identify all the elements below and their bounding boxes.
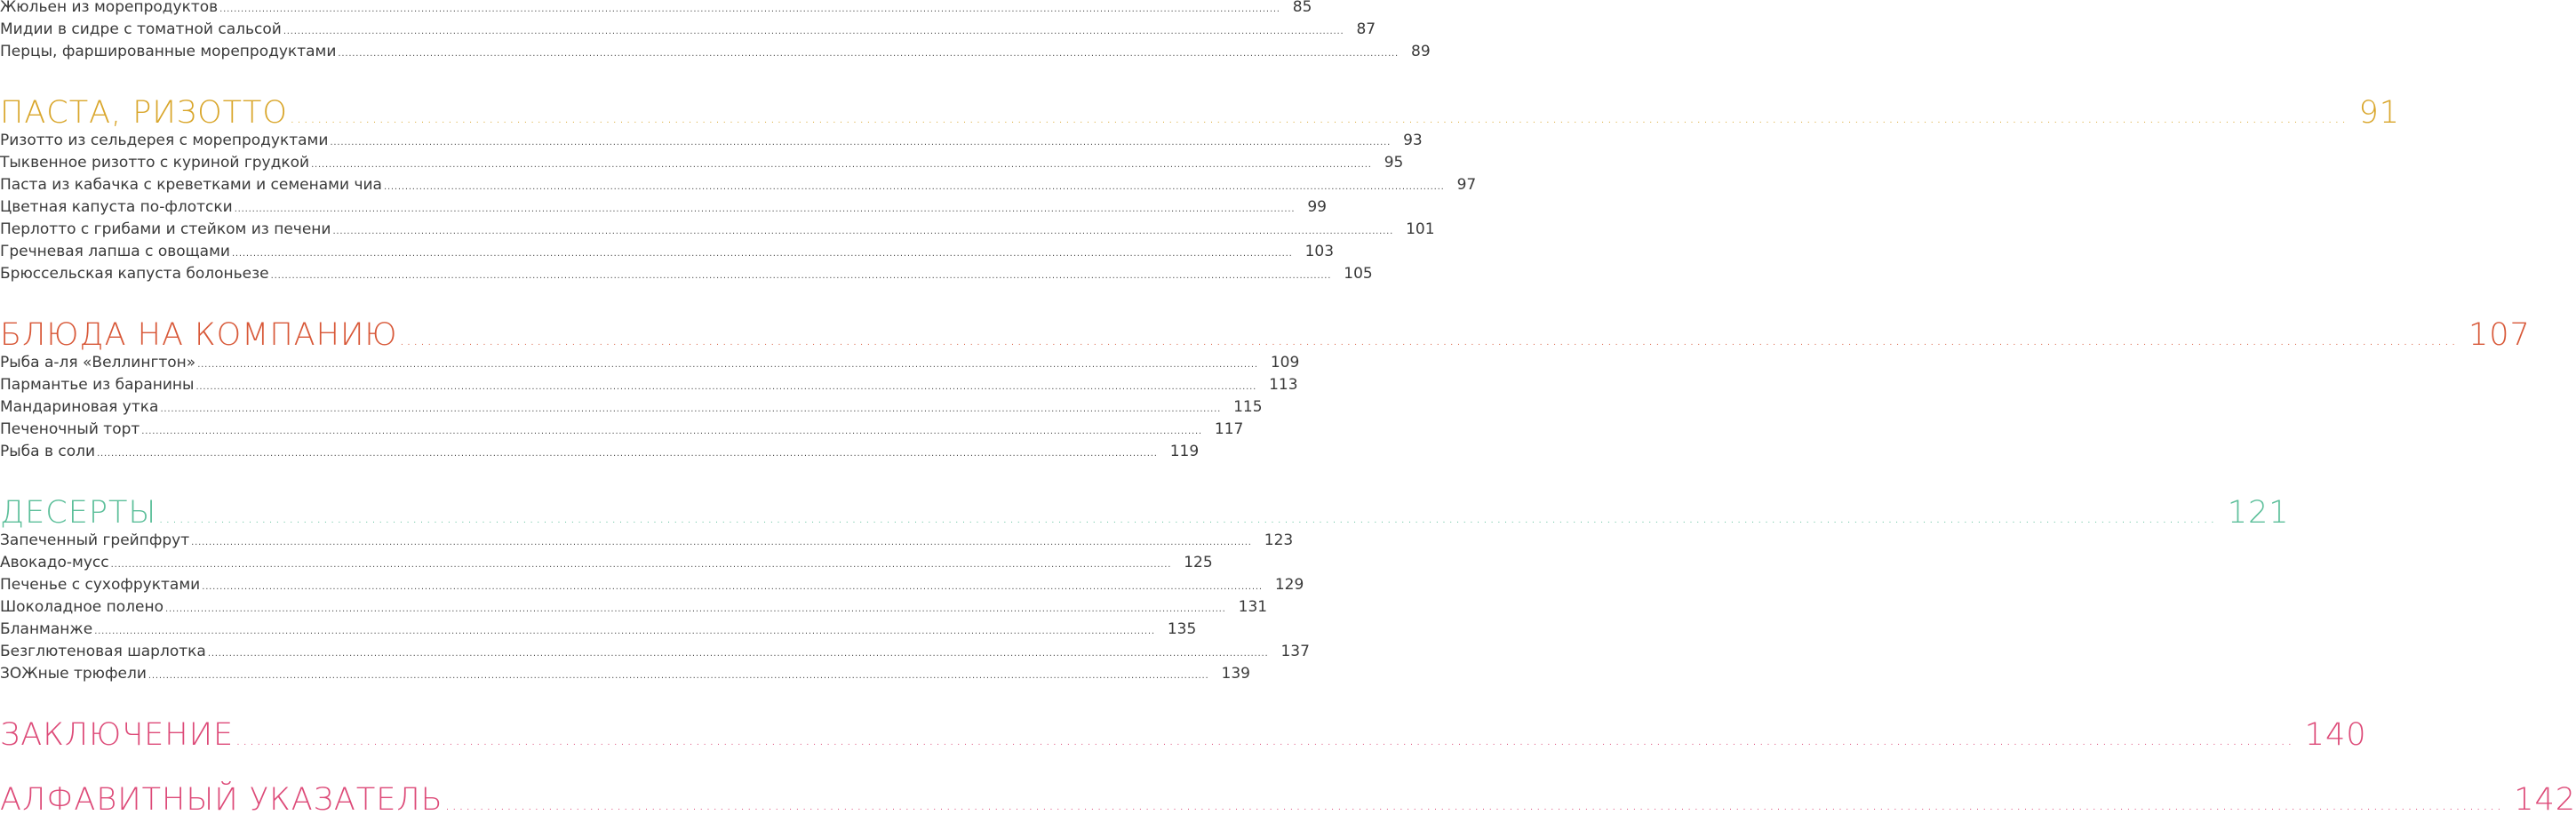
toc-entry[interactable] (0, 197, 1327, 217)
toc-entry-page: 95 (1384, 154, 1404, 172)
section-heading-title: ПАСТА, РИЗОТТО (0, 95, 288, 131)
toc-entry-page: 105 (1344, 265, 1373, 283)
dot-leader: ............................................................................................................................................................................................................................................................................................................ (97, 449, 1158, 459)
toc-entry-title: Цветная капуста по-флотски (0, 198, 233, 216)
dot-leader: ............................................................................................................................................................................................................................................................................................................ (444, 795, 2504, 814)
section-heading-title: БЛЮДА НА КОМПАНИЮ (0, 317, 398, 353)
toc-entry[interactable] (0, 20, 1376, 39)
dot-leader: ............................................................................................................................................................................................................................................................................................................ (158, 508, 2217, 527)
toc-entry-page: 115 (1233, 398, 1263, 416)
toc-entry[interactable] (0, 575, 1304, 595)
toc-entry-title: Мидии в сидре с томатной сальсой (0, 20, 282, 38)
toc-entry[interactable] (0, 664, 1250, 683)
dot-leader: ............................................................................................................................................................................................................................................................................................................ (191, 538, 1252, 547)
section-heading-page: 107 (2468, 317, 2531, 353)
dot-leader: ............................................................................................................................................................................................................................................................................................................ (283, 27, 1344, 36)
dot-leader: ............................................................................................................................................................................................................................................................................................................ (207, 649, 1269, 659)
toc-entry-page: 101 (1406, 220, 1435, 238)
toc-entry-title: Паста из кабачка с креветками и семенами чиа (0, 176, 382, 194)
toc-entry-title: ЗОЖные трюфели (0, 665, 147, 683)
toc-entry-title: Ризотто из сельдерея с морепродуктами (0, 132, 329, 149)
toc-entry-title: Пармантье из баранины (0, 376, 195, 394)
toc-entry[interactable] (0, 642, 1310, 661)
toc-entry-page: 135 (1167, 620, 1197, 638)
toc-entry-title: Тыквенное ризотто с куриной грудкой (0, 154, 310, 172)
dot-leader: ............................................................................................................................................................................................................................................................................................................ (195, 382, 1257, 392)
toc-entry-title: Жюльен из морепродуктов (0, 0, 219, 16)
dot-leader: ............................................................................................................................................................................................................................................................................................................ (141, 427, 1202, 436)
toc-entry[interactable] (0, 242, 1335, 261)
toc-entry-page: 93 (1403, 132, 1423, 149)
dot-leader: ............................................................................................................................................................................................................................................................................................................ (110, 560, 1172, 570)
toc-entry-page: 97 (1456, 176, 1477, 194)
toc-entry-title: Безглютеновая шарлотка (0, 643, 206, 660)
section-heading-title: АЛФАВИТНЫЙ УКАЗАТЕЛЬ (0, 782, 443, 818)
toc-entry-page: 119 (1169, 443, 1200, 460)
toc-entry[interactable] (0, 553, 1213, 572)
dot-leader: ............................................................................................................................................................................................................................................................................................................ (270, 271, 1332, 281)
toc-entry[interactable] (0, 375, 1298, 395)
section-heading-page: 142 (2514, 782, 2576, 818)
toc-entry[interactable] (0, 442, 1200, 461)
toc-entry-title: Авокадо-мусс (0, 554, 109, 571)
toc-entry[interactable] (0, 42, 1431, 61)
toc-entry-page: 113 (1269, 376, 1298, 394)
toc-entry-page: 123 (1264, 531, 1294, 549)
section-heading-conclusion[interactable] (0, 717, 2367, 753)
toc-entry-page: 125 (1184, 554, 1213, 571)
toc-entry[interactable] (0, 264, 1373, 284)
toc-entry-title: Гречневая лапша с овощами (0, 243, 230, 260)
section-heading-page: 91 (2358, 95, 2400, 131)
dot-leader: ............................................................................................................................................................................................................................................................................................................ (311, 160, 1372, 170)
toc-entry-page: 87 (1356, 20, 1376, 38)
dot-leader: ............................................................................................................................................................................................................................................................................................................ (160, 404, 1222, 414)
toc-entry-title: Мандариновая утка (0, 398, 159, 416)
toc-entry[interactable] (0, 619, 1197, 639)
toc-entry-title: Бланманже (0, 620, 93, 638)
dot-leader: ............................................................................................................................................................................................................................................................................................................ (231, 249, 1293, 259)
toc-entry[interactable] (0, 419, 1244, 439)
toc-entry-page: 109 (1270, 354, 1300, 372)
section-heading-company[interactable] (0, 317, 2531, 353)
toc-entry-page: 129 (1274, 576, 1304, 594)
section-heading-index[interactable] (0, 782, 2576, 818)
dot-leader: ............................................................................................................................................................................................................................................................................................................ (383, 182, 1445, 192)
toc-entry-page: 117 (1214, 420, 1244, 438)
dot-leader: ............................................................................................................................................................................................................................................................................................................ (289, 108, 2349, 127)
toc-entry[interactable] (0, 531, 1294, 550)
toc-entry-page: 131 (1238, 598, 1268, 616)
toc-entry-title: Печенье с сухофруктами (0, 576, 201, 594)
toc-entry-title: Печеночный торт (0, 420, 140, 438)
toc-entry-page: 103 (1304, 243, 1335, 260)
dot-leader: ............................................................................................................................................................................................................................................................................................................ (399, 331, 2458, 349)
toc-entry-title: Рыба а-ля «Веллингтон» (0, 354, 196, 372)
toc-entry-title: Перцы, фаршированные морепродуктами (0, 43, 337, 60)
section-heading-desserts[interactable] (0, 495, 2290, 531)
section-heading-page: 140 (2304, 717, 2367, 753)
toc-entry[interactable] (0, 131, 1423, 150)
toc-entry-page: 139 (1221, 665, 1250, 683)
toc-entry-title: Перлотто с грибами и стейком из печени (0, 220, 331, 238)
dot-leader: ............................................................................................................................................................................................................................................................................................................ (235, 731, 2294, 749)
toc-entry-page: 137 (1280, 643, 1310, 660)
toc-entry[interactable] (0, 597, 1268, 617)
dot-leader: ............................................................................................................................................................................................................................................................................................................ (202, 582, 1263, 592)
toc-entry-title: Запеченный грейпфрут (0, 531, 190, 549)
dot-leader: ............................................................................................................................................................................................................................................................................................................ (219, 4, 1280, 14)
section-heading-title: ЗАКЛЮЧЕНИЕ (0, 717, 235, 753)
section-heading-pasta[interactable] (0, 95, 2400, 131)
dot-leader: ............................................................................................................................................................................................................................................................................................................ (332, 227, 1394, 236)
toc-entry-title: Шоколадное полено (0, 598, 164, 616)
toc-entry[interactable] (0, 397, 1263, 417)
dot-leader: ............................................................................................................................................................................................................................................................................................................ (338, 49, 1400, 59)
toc-entry-page: 85 (1292, 0, 1312, 16)
toc-entry-title: Брюссельская капуста болоньезе (0, 265, 269, 283)
dot-leader: ............................................................................................................................................................................................................................................................................................................ (165, 604, 1226, 614)
toc-entry[interactable] (0, 0, 1312, 17)
dot-leader: ............................................................................................................................................................................................................................................................................................................ (148, 671, 1209, 681)
dot-leader: ............................................................................................................................................................................................................................................................................................................ (197, 360, 1258, 370)
toc-entry-page: 89 (1411, 43, 1431, 60)
toc-entry-title: Рыба в соли (0, 443, 96, 460)
toc-entry[interactable] (0, 220, 1435, 239)
dot-leader: ............................................................................................................................................................................................................................................................................................................ (234, 204, 1296, 214)
toc-entry[interactable] (0, 353, 1300, 372)
section-heading-title: ДЕСЕРТЫ (0, 495, 157, 531)
dot-leader: ............................................................................................................................................................................................................................................................................................................ (330, 138, 1392, 148)
toc-entry[interactable] (0, 153, 1404, 172)
section-heading-page: 121 (2227, 495, 2290, 531)
toc-entry-page: 99 (1307, 198, 1327, 216)
toc-entry[interactable] (0, 175, 1477, 195)
dot-leader: ............................................................................................................................................................................................................................................................................................................ (94, 627, 1155, 636)
